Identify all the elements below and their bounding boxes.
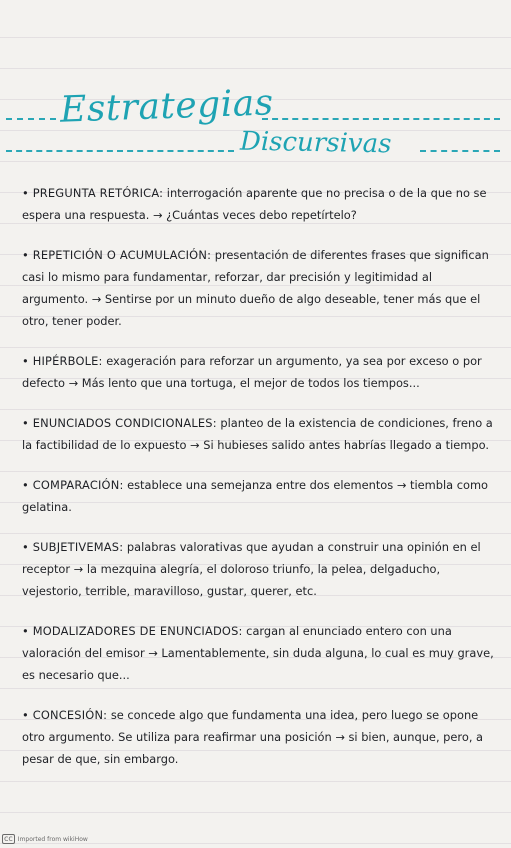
item-term: SUBJETIVEMAS:: [32, 540, 124, 554]
item-term: HIPÉRBOLE:: [32, 354, 103, 368]
item-term: PREGUNTA RETÓRICA:: [32, 186, 164, 200]
item-term: MODALIZADORES DE ENUNCIADOS:: [32, 624, 243, 638]
list-item: [22, 350, 500, 394]
title-dashes-left-top: [6, 118, 56, 120]
title-block: [0, 78, 511, 168]
title-dashes-right-top: [262, 118, 500, 120]
title-dashes-right-bottom: [420, 150, 500, 152]
item-term: REPETICIÓN O ACUMULACIÓN:: [32, 248, 212, 262]
bullet-icon: •: [22, 416, 29, 430]
list-item: [22, 182, 500, 226]
page-subtitle: Discursivas: [239, 126, 392, 160]
item-definition: presentación de diferentes frases que significan casi lo mismo para fundamentar, reforzar, dar precisión y legitimidad al argumento. → Sentirse por un minuto dueño de algo deseable, tener más que el otro, tener poder.: [22, 248, 489, 328]
item-definition: interrogación aparente que no precisa o de la que no se espera una respuesta. → ¿Cuántas veces debo repetírtelo?: [22, 186, 487, 222]
bullet-icon: •: [22, 624, 29, 638]
cc-license-icon: cc: [4, 834, 13, 843]
strategy-list: [22, 182, 500, 788]
bullet-icon: •: [22, 354, 29, 368]
list-item: [22, 620, 500, 686]
bullet-icon: •: [22, 186, 29, 200]
attribution-text: Imported from wikiHow: [17, 835, 88, 843]
item-definition: planteo de la existencia de condiciones, freno a la factibilidad de lo expuesto → Si hubieses salido antes habrías llegado a tiempo.: [22, 416, 493, 452]
item-definition: exageración para reforzar un argumento, ya sea por exceso o por defecto → Más lento que una tortuga, el mejor de todos los tiempos...: [22, 354, 482, 390]
page-title: Estrategias: [59, 82, 275, 131]
item-term: COMPARACIÓN:: [32, 478, 124, 492]
title-dashes-left-bottom: [6, 150, 234, 152]
item-definition: se concede algo que fundamenta una idea, pero luego se opone otro argumento. Se utiliza para reafirmar una posición → si bien, aunque, pero, a pesar de que, sin embargo.: [22, 708, 484, 766]
item-definition: cargan al enunciado entero con una valoración del emisor → Lamentablemente, sin duda alguna, lo cual es muy grave, es necesario que...: [22, 624, 494, 682]
list-item: [22, 704, 500, 770]
list-item: [22, 474, 500, 518]
list-item: [22, 244, 500, 332]
item-term: ENUNCIADOS CONDICIONALES:: [32, 416, 217, 430]
item-definition: palabras valorativas que ayudan a construir una opinión en el receptor → la mezquina alegría, el doloroso triunfo, la pelea, delgaducho, vejestorio, terrible, maravilloso, gustar, querer, etc.: [22, 540, 481, 598]
item-definition: establece una semejanza entre dos elementos → tiembla como gelatina.: [22, 478, 489, 514]
bullet-icon: •: [22, 478, 29, 492]
list-item: [22, 536, 500, 602]
bullet-icon: •: [22, 708, 29, 722]
item-term: CONCESIÓN:: [32, 708, 108, 722]
attribution-footer: [2, 834, 88, 844]
bullet-icon: •: [22, 248, 29, 262]
bullet-icon: •: [22, 540, 29, 554]
list-item: [22, 412, 500, 456]
